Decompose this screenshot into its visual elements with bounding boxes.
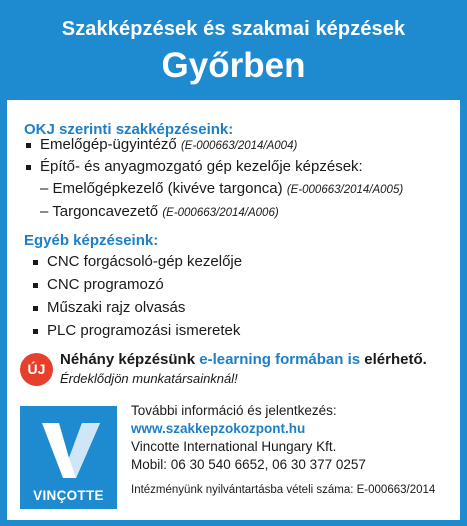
bullet-icon [33, 306, 38, 311]
other-item: CNC forgácsoló-gép kezelője [47, 253, 243, 270]
bullet-icon [33, 329, 38, 334]
bullet-icon [33, 260, 38, 265]
other-section-title: Egyéb képzéseink: [24, 232, 159, 249]
header-banner [0, 0, 467, 96]
okj-section-title: OKJ szerinti szakképzéseink: [24, 121, 234, 138]
vincotte-logo [20, 406, 117, 509]
okj-subitem: – Emelőgépkezelő (kivéve targonca) (E-000663/2014/A005) [40, 180, 404, 197]
content-panel [7, 100, 460, 520]
website-link[interactable]: www.szakkepzokozpont.hu [131, 421, 306, 436]
elearning-ask: Érdeklődjön munkatársainknál! [60, 371, 238, 386]
new-badge: ÚJ [20, 353, 53, 386]
company-name: Vincotte International Hungary Kft. [131, 439, 337, 454]
bullet-icon [26, 165, 31, 170]
okj-item: Emelőgép-ügyintéző (E-000663/2014/A004) [40, 136, 298, 153]
logo-wordmark: VINÇOTTE [33, 488, 104, 503]
registration-number: Intézményünk nyilvántartásba vételi száma: E-000663/2014 [131, 484, 436, 496]
elearning-highlight: e-learning formában is [199, 351, 361, 368]
other-item: PLC programozási ismeretek [47, 322, 241, 339]
contact-intro: További információ és jelentkezés: [131, 403, 337, 418]
okj-item: Építő- és anyagmozgató gép kezelője képzések: [40, 158, 363, 175]
mobile-numbers: Mobil: 06 30 540 6652, 06 30 377 0257 [131, 457, 366, 472]
other-item: CNC programozó [47, 276, 164, 293]
bullet-icon [26, 143, 31, 148]
other-item: Műszaki rajz olvasás [47, 299, 186, 316]
elearning-notice: Néhány képzésünk e-learning formában is elérhető. [60, 351, 427, 368]
okj-subitem: – Targoncavezető (E-000663/2014/A006) [40, 203, 279, 220]
header-subtitle: Szakképzések és szakmai képzések [61, 18, 406, 40]
header-city: Győrben [161, 46, 306, 85]
bullet-icon [33, 283, 38, 288]
